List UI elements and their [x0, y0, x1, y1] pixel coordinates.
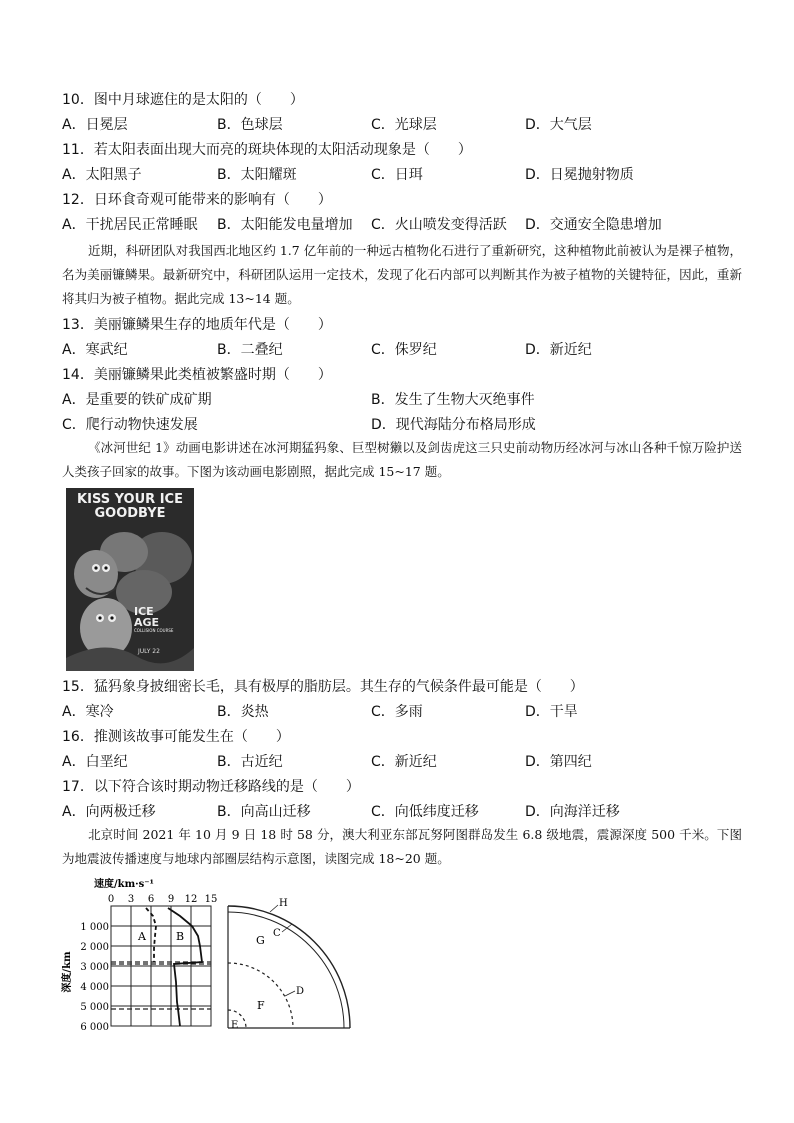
q17-option-d: D．向海洋迁移	[525, 804, 620, 820]
curve-a-label: A	[138, 930, 146, 943]
q15-option-a: A．寒冷	[62, 704, 114, 720]
q13-option-b: B．二叠纪	[217, 342, 283, 358]
passage-13-14	[62, 239, 742, 311]
seismic-figure	[60, 872, 370, 1037]
question-16-stem: 16．推测该故事可能发生在（ ）	[62, 729, 290, 745]
poster-logo	[134, 606, 182, 634]
layer-label-h: H	[279, 898, 288, 909]
speed-tick: 0	[107, 894, 115, 905]
poster-logo-subtitle: COLLISION COURSE	[134, 628, 174, 633]
poster-logo-line-2: AGE	[134, 616, 160, 629]
passage-18-20-text: 北京时间 2021 年 10 月 9 日 18 时 58 分，澳大利亚东部瓦努阿图群岛发生 6.8 级地震，震源深度 500 千米。下图为地震波传播速度与地球内部圈层结构示意图，读图完成 18~20 题。	[62, 827, 742, 866]
layer-label-d: D	[296, 986, 305, 997]
q16-option-d: D．第四纪	[525, 754, 592, 770]
depth-tick: 6 000	[80, 1022, 109, 1033]
q15-option-c: C．多雨	[371, 704, 423, 720]
speed-axis-title: 速度/km·s⁻¹	[94, 879, 154, 890]
passage-18-20	[62, 823, 742, 871]
question-13-stem: 13．美丽镰鳞果生存的地质年代是（ ）	[62, 317, 332, 333]
passage-15-17	[62, 436, 742, 484]
q11-option-c: C．日珥	[371, 167, 423, 183]
passage-13-14-text: 近期，科研团队对我国西北地区约 1.7 亿年前的一种远古植物化石进行了重新研究，这种植物此前被认为是裸子植物，名为美丽镰鳞果。最新研究中，科研团队运用一定技术，发现了化石内部可以判断其作为被子植物的关键特征，因此，重新将其归为被子植物。据此完成 13~14 题。	[62, 243, 742, 306]
q15-option-b: B．炎热	[217, 704, 269, 720]
speed-tick: 6	[147, 894, 155, 905]
q14-option-d: D．现代海陆分布格局形成	[371, 417, 536, 433]
question-10-stem: 10．图中月球遮住的是太阳的（ ）	[62, 92, 304, 108]
q12-option-c: C．火山喷发变得活跃	[371, 217, 507, 233]
q13-option-d: D．新近纪	[525, 342, 592, 358]
q12-option-d: D．交通安全隐患增加	[525, 217, 662, 233]
question-15-stem: 15．猛犸象身披细密长毛，具有极厚的脂肪层。其生存的气候条件最可能是（ ）	[62, 679, 584, 695]
poster-headline-1: KISS YOUR ICE	[77, 492, 183, 507]
q17-option-a: A．向两极迁移	[62, 804, 156, 820]
question-17-stem: 17．以下符合该时期动物迁移路线的是（ ）	[62, 779, 360, 795]
q16-option-c: C．新近纪	[371, 754, 437, 770]
speed-tick: 3	[127, 894, 135, 905]
depth-tick: 3 000	[80, 962, 109, 973]
q10-option-c: C．光球层	[371, 117, 437, 133]
poster-date: JULY 22	[138, 648, 160, 655]
q10-option-b: B．色球层	[217, 117, 283, 133]
q10-option-a: A．日冕层	[62, 117, 128, 133]
passage-15-17-text: 《冰河世纪 1》动画电影讲述在冰河期猛犸象、巨型树獭以及剑齿虎这三只史前动物历经冰河与冰山各种千惊万险护送人类孩子回家的故事。下图为该动画电影剧照，据此完成 15~17 题。	[62, 440, 742, 479]
q15-option-d: D．干旱	[525, 704, 578, 720]
q11-option-d: D．日冕抛射物质	[525, 167, 634, 183]
q16-option-a: A．白垩纪	[62, 754, 128, 770]
depth-tick: 2 000	[80, 942, 109, 953]
crust-inner-arc	[228, 912, 344, 1028]
q13-option-c: C．侏罗纪	[371, 342, 437, 358]
q14-option-c: C．爬行动物快速发展	[62, 417, 198, 433]
q17-option-c: C．向低纬度迁移	[371, 804, 479, 820]
poster-logo-line-1: ICE	[134, 605, 154, 618]
layer-label-f: F	[257, 999, 265, 1012]
curve-b-label: B	[176, 930, 185, 943]
layer-label-c: C	[273, 928, 281, 939]
q11-option-a: A．太阳黑子	[62, 167, 142, 183]
speed-depth-grid	[111, 906, 211, 1026]
crust-outer-arc	[228, 906, 350, 1028]
q12-option-b: B．太阳能发电量增加	[217, 217, 353, 233]
layer-label-g: G	[256, 934, 265, 947]
speed-tick: 15	[204, 894, 218, 905]
q16-option-b: B．古近纪	[217, 754, 283, 770]
depth-tick: 1 000	[80, 922, 109, 933]
q17-option-b: B．向高山迁移	[217, 804, 311, 820]
depth-tick: 5 000	[80, 1002, 109, 1013]
q12-option-a: A．干扰居民正常睡眠	[62, 217, 198, 233]
speed-tick: 9	[167, 894, 175, 905]
depth-axis-title: 深度/km	[62, 951, 73, 993]
core-boundary-arc	[228, 963, 293, 1028]
question-12-stem: 12．日环食奇观可能带来的影响有（ ）	[62, 192, 332, 208]
q13-option-a: A．寒武纪	[62, 342, 128, 358]
movie-poster-image	[66, 488, 194, 671]
q14-option-a: A．是重要的铁矿成矿期	[62, 392, 212, 408]
layer-label-e: E	[231, 1020, 239, 1031]
q10-option-d: D．大气层	[525, 117, 592, 133]
depth-tick: 4 000	[80, 982, 109, 993]
question-14-stem: 14．美丽镰鳞果此类植被繁盛时期（ ）	[62, 367, 332, 383]
earth-section	[228, 905, 350, 1028]
q14-option-b: B．发生了生物大灭绝事件	[371, 392, 535, 408]
q11-option-b: B．太阳耀斑	[217, 167, 297, 183]
speed-tick: 12	[184, 894, 198, 905]
poster-headline-2: GOODBYE	[94, 506, 166, 521]
question-11-stem: 11．若太阳表面出现大而亮的斑块体现的太阳活动现象是（ ）	[62, 142, 472, 158]
